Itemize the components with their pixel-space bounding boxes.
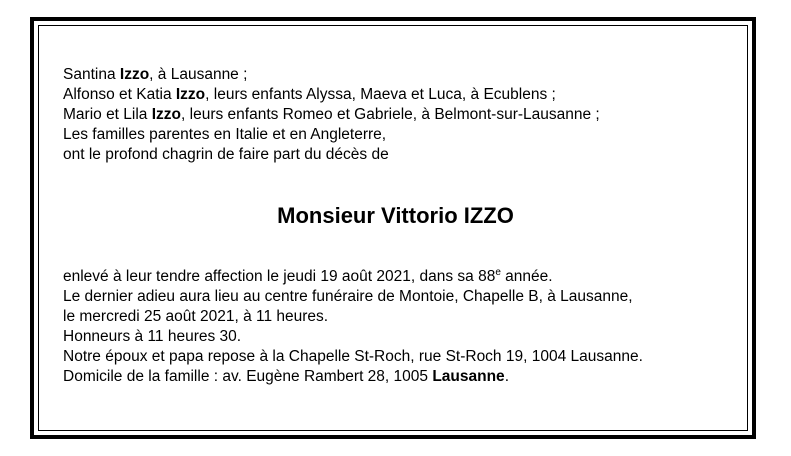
family-surname: Izzo: [175, 86, 206, 103]
family-line-santina: Santina Izzo, à Lausanne ;: [63, 66, 248, 83]
address-city: Lausanne: [432, 368, 505, 385]
funeral-details: [63, 267, 643, 387]
details-ceremony-place: Le dernier adieu aura lieu au centre funéraire de Montoie, Chapelle B, à Lausanne,: [63, 288, 633, 305]
family-surname: Izzo: [151, 106, 182, 123]
family-surname: Izzo: [119, 66, 150, 83]
details-ceremony-date: le mercredi 25 août 2021, à 11 heures.: [63, 308, 329, 325]
family-line-alfonso: Alfonso et Katia Izzo, leurs enfants Alyssa, Maeva et Luca, à Ecublens ;: [63, 86, 556, 103]
deceased-name-heading: Monsieur Vittorio IZZO: [277, 203, 514, 228]
family-line-relatives: Les familles parentes en Italie et en Angleterre,: [63, 126, 387, 143]
family-line-mario: Mario et Lila Izzo, leurs enfants Romeo et Gabriele, à Belmont-sur-Lausanne ;: [63, 106, 600, 123]
family-announcement: [63, 65, 600, 165]
details-family-address: Domicile de la famille : av. Eugène Rambert 28, 1005 Lausanne.: [63, 368, 509, 385]
details-honours: Honneurs à 11 heures 30.: [63, 328, 242, 345]
details-resting-place: Notre époux et papa repose à la Chapelle St-Roch, rue St-Roch 19, 1004 Lausanne.: [63, 348, 643, 365]
announcement-intro: ont le profond chagrin de faire part du décès de: [63, 146, 389, 163]
details-passing: enlevé à leur tendre affection le jeudi 19 août 2021, dans sa 88e année.: [63, 266, 553, 285]
